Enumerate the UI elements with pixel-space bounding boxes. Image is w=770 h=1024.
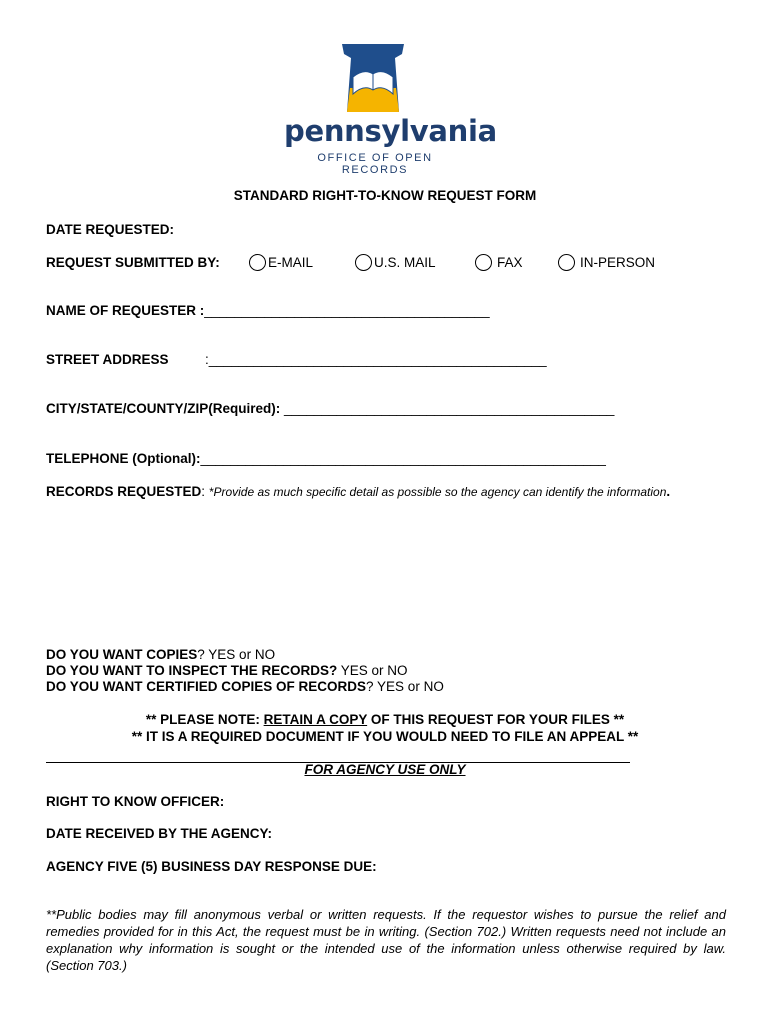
form-title: STANDARD RIGHT-TO-KNOW REQUEST FORM (233, 188, 537, 203)
agency-use-heading: FOR AGENCY USE ONLY (304, 762, 466, 777)
keystone-logo (340, 44, 406, 112)
footnote: **Public bodies may fill anonymous verbal or written requests. If the requestor wishes to pursue the relief and remedies provided for in this Act, the request must be in writing. (Section 702.) Written requests need not include an explanation why information is sought or the intended use of the information unless otherwise required by law. (Section 703.) (46, 907, 726, 973)
appeal-note: ** IT IS A REQUIRED DOCUMENT IF YOU WOULD NEED TO FILE AN APPEAL ** (131, 729, 639, 744)
date-requested-label: DATE REQUESTED: (46, 222, 175, 237)
fax-radio[interactable] (475, 254, 492, 271)
inspect-label: DO YOU WANT TO INSPECT THE RECORDS? (46, 663, 338, 678)
response-due-label: AGENCY FIVE (5) BUSINESS DAY RESPONSE DUE: (46, 859, 377, 874)
certified-answer: ? YES or NO (366, 679, 444, 694)
logo-wordmark: pennsylvania (284, 114, 497, 148)
email-option-label: E-MAIL (268, 255, 314, 270)
telephone-field[interactable] (46, 451, 606, 466)
telephone-line: ______________________________________________________ (200, 451, 606, 466)
note1-post: OF THIS REQUEST FOR YOUR FILES ** (367, 712, 625, 727)
certified-label: DO YOU WANT CERTIFIED COPIES OF RECORDS (46, 679, 367, 694)
records-requested (46, 484, 670, 499)
date-received-label: DATE RECEIVED BY THE AGENCY: (46, 826, 273, 841)
records-period: . (666, 484, 671, 499)
street-line[interactable]: :_____________________________________________ (205, 352, 547, 367)
records-colon: : (201, 484, 209, 499)
city-field[interactable] (46, 401, 614, 416)
in-person-radio[interactable] (558, 254, 575, 271)
copies-label: DO YOU WANT COPIES (46, 647, 198, 662)
note1-underline: RETAIN A COPY (263, 712, 368, 727)
logo-subtitle: OFFICE OF OPEN RECORDS (317, 152, 433, 176)
certified-question (46, 679, 444, 694)
us-mail-option-label: U.S. MAIL (374, 255, 436, 270)
email-radio[interactable] (249, 254, 266, 271)
inspect-question (46, 663, 408, 678)
copies-answer: ? YES or NO (197, 647, 276, 662)
fax-option-label: FAX (497, 255, 523, 270)
telephone-label: TELEPHONE (Optional): (46, 451, 201, 466)
copies-question (46, 647, 275, 662)
name-field[interactable] (46, 303, 490, 318)
street-label: STREET ADDRESS (46, 352, 169, 367)
us-mail-radio[interactable] (355, 254, 372, 271)
in-person-option-label: IN-PERSON (580, 255, 656, 270)
city-line: ____________________________________________ (280, 401, 615, 416)
inspect-answer: YES or NO (337, 663, 408, 678)
note1-pre: ** PLEASE NOTE: (145, 712, 264, 727)
retain-copy-note (0, 712, 770, 727)
submitted-by-label: REQUEST SUBMITTED BY: (46, 255, 220, 270)
city-label: CITY/STATE/COUNTY/ZIP(Required): (46, 401, 281, 416)
name-label: NAME OF REQUESTER : (46, 303, 205, 318)
name-line: ______________________________________ (204, 303, 490, 318)
records-label: RECORDS REQUESTED (46, 484, 202, 499)
rtk-officer-label: RIGHT TO KNOW OFFICER: (46, 794, 225, 809)
records-hint: *Provide as much specific detail as possible so the agency can identify the information (208, 485, 667, 499)
